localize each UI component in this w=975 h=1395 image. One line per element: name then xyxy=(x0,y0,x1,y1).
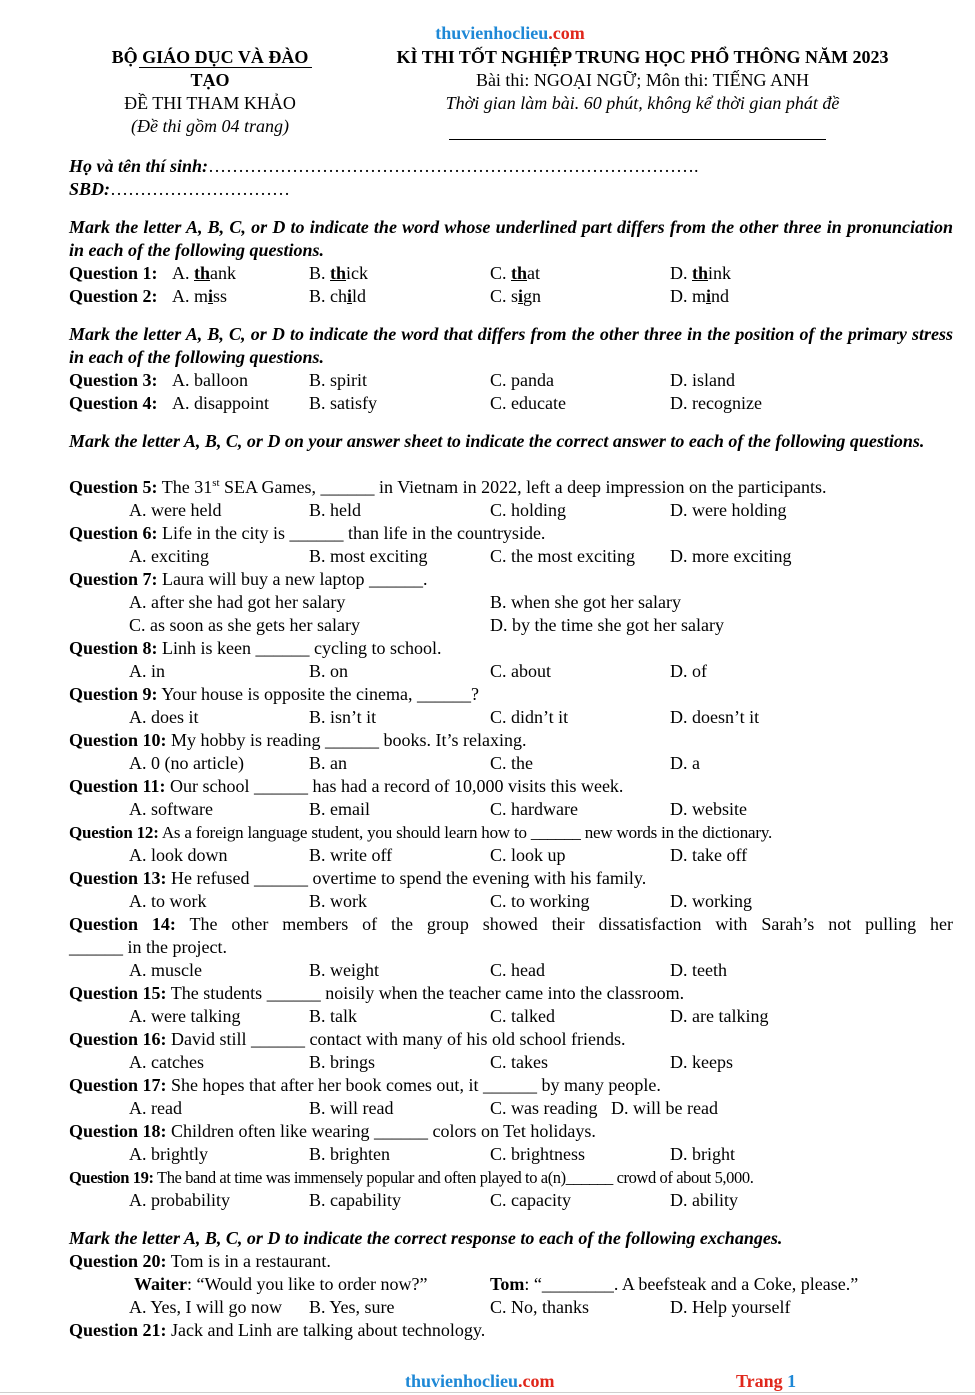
q16-option-d[interactable]: D. keeps xyxy=(670,1052,733,1072)
candidate-name-dots: ………………………………………………………………………. xyxy=(208,156,699,176)
q5-option-b[interactable]: B. held xyxy=(309,500,361,520)
footer-site xyxy=(405,1370,555,1392)
instruction-exchange: Mark the letter A, B, C, or D to indicate the correct response to each of the following exchanges. xyxy=(69,1228,783,1248)
q7-option-c[interactable]: C. as soon as she gets her salary xyxy=(129,615,360,635)
exam-title: KÌ THI TỐT NGHIỆP TRUNG HỌC PHỔ THÔNG NĂM 2023 xyxy=(396,47,889,67)
q15-option-d[interactable]: D. are talking xyxy=(670,1006,769,1026)
q13-option-a[interactable]: A. to work xyxy=(129,891,207,911)
q4-option-a[interactable]: A. disappoint xyxy=(172,393,269,413)
q1-option-b[interactable]: B. thick xyxy=(309,263,369,283)
question-label: Question 12: xyxy=(69,823,159,842)
q18-option-a[interactable]: A. brightly xyxy=(129,1144,208,1164)
question-label: Question 16: xyxy=(69,1029,167,1049)
q20-waiter-line: Waiter: “Would you like to order now?” xyxy=(134,1274,428,1294)
q7-option-a[interactable]: A. after she had got her salary xyxy=(129,592,346,612)
question-13: Question 13: He refused ______ overtime to spend the evening with his family. xyxy=(69,868,647,888)
q6-option-d[interactable]: D. more exciting xyxy=(670,546,792,566)
q12-option-c[interactable]: C. look up xyxy=(490,845,566,865)
site-name: thuvienhoclieu xyxy=(435,23,549,43)
q13-option-d[interactable]: D. working xyxy=(670,891,752,911)
page-num: 1 xyxy=(787,1371,797,1391)
q10-option-d[interactable]: D. a xyxy=(670,753,700,773)
q15-option-b[interactable]: B. talk xyxy=(309,1006,357,1026)
question-label: Question 4: xyxy=(69,393,158,413)
q19-option-c[interactable]: C. capacity xyxy=(490,1190,571,1210)
q4-option-b[interactable]: B. satisfy xyxy=(309,393,378,413)
footer-site-domain: .com xyxy=(518,1371,555,1391)
question-label: Question 6: xyxy=(69,523,158,543)
q20-option-d[interactable]: D. Help yourself xyxy=(670,1297,791,1317)
question-11: Question 11: Our school ______ has had a record of 10,000 visits this week. xyxy=(69,776,624,796)
candidate-sbd-line xyxy=(69,178,953,201)
q20-option-a[interactable]: A. Yes, I will go now xyxy=(129,1297,283,1317)
q2-option-c[interactable]: C. sign xyxy=(490,286,542,306)
q1-option-d[interactable]: D. think xyxy=(670,263,732,283)
q17-option-b[interactable]: B. will read xyxy=(309,1098,394,1118)
question-18: Question 18: Children often like wearing ______ colors on Tet holidays. xyxy=(69,1121,596,1141)
q10-option-b[interactable]: B. an xyxy=(309,753,347,773)
candidate-sbd-label: SBD: xyxy=(69,179,111,199)
question-12: Question 12: As a foreign language student, you should learn how to ______ new words in the dictionary. xyxy=(69,823,773,842)
q11-option-b[interactable]: B. email xyxy=(309,799,370,819)
question-label: Question 20: xyxy=(69,1251,167,1271)
q8-option-d[interactable]: D. of xyxy=(670,661,707,681)
site-domain: .com xyxy=(548,23,585,43)
question-10: Question 10: My hobby is reading ______ books. It’s relaxing. xyxy=(69,730,527,750)
question-label: Question 5: xyxy=(69,477,158,497)
q14-option-c[interactable]: C. head xyxy=(490,960,545,980)
exam-subject: Bài thi: NGOẠI NGỮ; Môn thi: TIẾNG ANH xyxy=(475,70,810,90)
q2-option-d[interactable]: D. mind xyxy=(670,286,730,306)
q10-option-a[interactable]: A. 0 (no article) xyxy=(129,753,244,773)
q15-option-a[interactable]: A. were talking xyxy=(129,1006,241,1026)
question-8: Question 8: Linh is keen ______ cycling to school. xyxy=(69,638,442,658)
q2-option-a[interactable]: A. miss xyxy=(172,286,228,306)
q20-option-b[interactable]: B. Yes, sure xyxy=(309,1297,395,1317)
q3-option-b[interactable]: B. spirit xyxy=(309,370,368,390)
q10-option-c[interactable]: C. the xyxy=(490,753,533,773)
q9-option-d[interactable]: D. doesn’t it xyxy=(670,707,760,727)
q3-option-d[interactable]: D. island xyxy=(670,370,735,390)
q6-option-a[interactable]: A. exciting xyxy=(129,546,209,566)
q19-option-b[interactable]: B. capability xyxy=(309,1190,401,1210)
question-15: Question 15: The students ______ noisily when the teacher came into the classroom. xyxy=(69,983,685,1003)
question-label: Question 9: xyxy=(69,684,158,704)
question-label: Question 8: xyxy=(69,638,158,658)
q9-option-b[interactable]: B. isn’t it xyxy=(309,707,377,727)
q16-option-a[interactable]: A. catches xyxy=(129,1052,204,1072)
question-label: Question 17: xyxy=(69,1075,167,1095)
question-label: Question 11: xyxy=(69,776,166,796)
q17-option-c[interactable]: C. was reading xyxy=(490,1098,598,1118)
q20-option-c[interactable]: C. No, thanks xyxy=(490,1297,589,1317)
question-16: Question 16: David still ______ contact with many of his old school friends. xyxy=(69,1029,626,1049)
q14-option-b[interactable]: B. weight xyxy=(309,960,379,980)
q9-option-c[interactable]: C. didn’t it xyxy=(490,707,569,727)
ministry-line-2: TẠO xyxy=(190,70,230,90)
instruction-grammar: Mark the letter A, B, C, or D on your answer sheet to indicate the correct answer to each of the following questions. xyxy=(69,431,925,451)
q14-option-d[interactable]: D. teeth xyxy=(670,960,727,980)
q11-option-a[interactable]: A. software xyxy=(129,799,213,819)
q3-option-a[interactable]: A. balloon xyxy=(172,370,248,390)
q12-option-b[interactable]: B. write off xyxy=(309,845,393,865)
question-9: Question 9: Your house is opposite the cinema, ______? xyxy=(69,684,479,704)
question-label: Question 14: xyxy=(69,914,176,934)
q16-option-b[interactable]: B. brings xyxy=(309,1052,376,1072)
q3-option-c[interactable]: C. panda xyxy=(490,370,554,390)
q8-option-c[interactable]: C. about xyxy=(490,661,551,681)
q17-option-d[interactable]: D. will be read xyxy=(611,1098,718,1118)
footer-site-name: thuvienhoclieu xyxy=(405,1371,519,1391)
q7-option-b[interactable]: B. when she got her salary xyxy=(490,592,681,612)
q2-option-b[interactable]: B. child xyxy=(309,286,367,306)
question-label: Question 19: xyxy=(69,1168,154,1187)
header-right-rule xyxy=(449,139,826,140)
q19-option-a[interactable]: A. probability xyxy=(129,1190,230,1210)
q13-option-b[interactable]: B. work xyxy=(309,891,367,911)
question-label: Question 2: xyxy=(69,286,158,306)
instruction-stress: Mark the letter A, B, C, or D to indicate the word that differs from the other three in the position of the primary stress in each of the following questions. xyxy=(69,324,953,367)
site-watermark-top xyxy=(0,22,975,44)
q13-option-c[interactable]: C. to working xyxy=(490,891,590,911)
ministry-line-1: BỘ GIÁO DỤC VÀ ĐÀO xyxy=(111,47,309,67)
question-label: Question 13: xyxy=(69,868,167,888)
pages-note: (Đề thi gồm 04 trang) xyxy=(131,116,289,136)
question-5: Question 5: The 31st SEA Games, ______ in Vietnam in 2022, left a deep impression on the participants. xyxy=(69,477,827,497)
question-21: Question 21: Jack and Linh are talking about technology. xyxy=(69,1320,486,1340)
question-label: Question 1: xyxy=(69,263,158,283)
candidate-sbd-dots: ………………………… xyxy=(110,179,291,199)
page-label: Trang xyxy=(736,1371,788,1391)
question-6: Question 6: Life in the city is ______ than life in the countryside. xyxy=(69,523,546,543)
page-number xyxy=(736,1370,796,1392)
q18-option-b[interactable]: B. brighten xyxy=(309,1144,390,1164)
footer-bottom-line xyxy=(0,1392,975,1393)
q5-option-d[interactable]: D. were holding xyxy=(670,500,787,520)
q4-option-d[interactable]: D. recognize xyxy=(670,393,762,413)
q1-option-c[interactable]: C. that xyxy=(490,263,541,283)
q1-option-a[interactable]: A. thank xyxy=(172,263,237,283)
q6-option-c[interactable]: C. the most exciting xyxy=(490,546,635,566)
question-14-line-2: ______ in the project. xyxy=(69,937,227,957)
q11-option-c[interactable]: C. hardware xyxy=(490,799,578,819)
ministry-underline xyxy=(139,67,312,68)
q17-option-a[interactable]: A. read xyxy=(129,1098,182,1118)
instruction-pronunciation: Mark the letter A, B, C, or D to indicate the word whose underlined part differs from the other three in pronunciation in each of the following questions. xyxy=(69,217,953,260)
time-note: Thời gian làm bài. 60 phút, không kể thời gian phát đề xyxy=(445,93,840,113)
q15-option-c[interactable]: C. talked xyxy=(490,1006,555,1026)
q8-option-a[interactable]: A. in xyxy=(129,661,165,681)
candidate-name-label: Họ và tên thí sinh: xyxy=(69,156,209,176)
question-label: Question 18: xyxy=(69,1121,167,1141)
q4-option-c[interactable]: C. educate xyxy=(490,393,566,413)
q12-option-a[interactable]: A. look down xyxy=(129,845,228,865)
question-label: Question 10: xyxy=(69,730,167,750)
q14-option-a[interactable]: A. muscle xyxy=(129,960,202,980)
question-7: Question 7: Laura will buy a new laptop ______. xyxy=(69,569,428,589)
question-label: Question 7: xyxy=(69,569,158,589)
candidate-name-line xyxy=(69,155,953,178)
question-14: Question 14: The other members of the group showed their dissatisfaction with Sarah’s not pulling her xyxy=(69,914,953,934)
exam-type: ĐỀ THI THAM KHẢO xyxy=(124,93,296,113)
q18-option-d[interactable]: D. bright xyxy=(670,1144,735,1164)
q6-option-b[interactable]: B. most exciting xyxy=(309,546,428,566)
q18-option-c[interactable]: C. brightness xyxy=(490,1144,586,1164)
question-20: Question 20: Tom is in a restaurant. xyxy=(69,1251,331,1271)
q8-option-b[interactable]: B. on xyxy=(309,661,349,681)
question-17: Question 17: She hopes that after her book comes out, it ______ by many people. xyxy=(69,1075,661,1095)
q5-option-a[interactable]: A. were held xyxy=(129,500,222,520)
q12-option-d[interactable]: D. take off xyxy=(670,845,748,865)
q9-option-a[interactable]: A. does it xyxy=(129,707,199,727)
question-label: Question 3: xyxy=(69,370,158,390)
q5-option-c[interactable]: C. holding xyxy=(490,500,567,520)
question-label: Question 21: xyxy=(69,1320,167,1340)
q16-option-c[interactable]: C. takes xyxy=(490,1052,548,1072)
question-19: Question 19: The band at time was immensely popular and often played to a(n)______ crowd of about 5,000. xyxy=(69,1168,754,1187)
question-label: Question 15: xyxy=(69,983,167,1003)
q7-option-d[interactable]: D. by the time she got her salary xyxy=(490,615,724,635)
q19-option-d[interactable]: D. ability xyxy=(670,1190,738,1210)
q11-option-d[interactable]: D. website xyxy=(670,799,747,819)
q20-tom-line: Tom: “________. A beefsteak and a Coke, please.” xyxy=(490,1274,859,1294)
